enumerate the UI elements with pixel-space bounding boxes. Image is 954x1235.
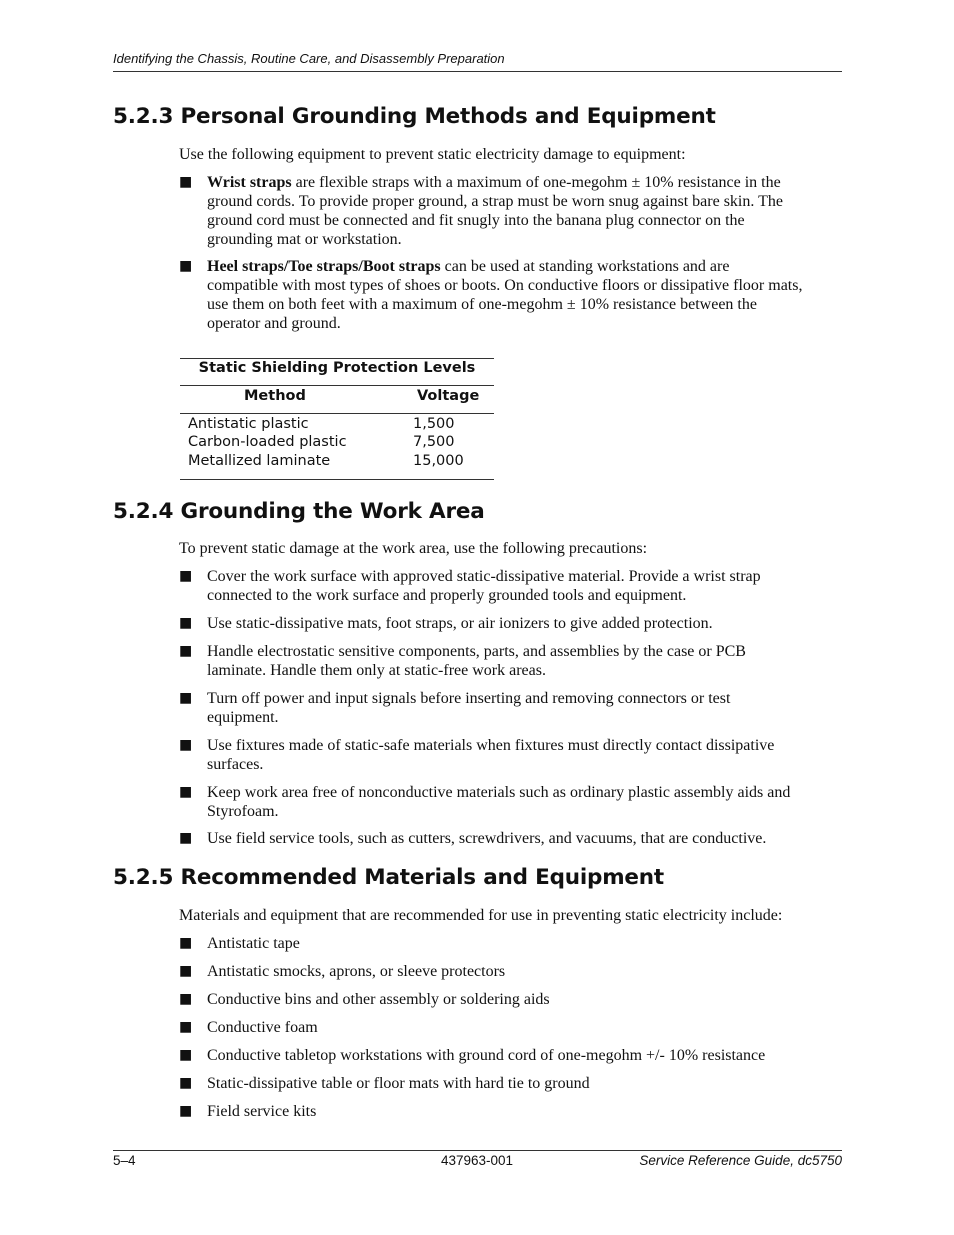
bullet-icon: ■ [179, 1047, 193, 1063]
table-header-rule [180, 385, 494, 386]
bullet-icon: ■ [179, 643, 193, 659]
table-cell-method: Carbon-loaded plastic [188, 434, 347, 450]
table-caption: Static Shielding Protection Levels [198, 360, 476, 376]
bullet-icon: ■ [179, 1103, 193, 1119]
table-cell-voltage: 15,000 [413, 453, 464, 469]
section-heading-5-2-3: 5.2.3 Personal Grounding Methods and Equipment [113, 104, 716, 129]
guide-title: Service Reference Guide, dc5750 [639, 1153, 842, 1168]
page-number: 5–4 [113, 1153, 136, 1168]
bullet-icon: ■ [179, 1019, 193, 1035]
table-header-voltage: Voltage [417, 388, 480, 404]
static-shielding-table [180, 358, 494, 482]
table-cell-method: Metallized laminate [188, 453, 331, 469]
bullet-icon: ■ [179, 615, 193, 631]
table-cell-voltage: 1,500 [413, 416, 455, 432]
bullet-icon: ■ [179, 830, 193, 846]
section-heading-5-2-4: 5.2.4 Grounding the Work Area [113, 499, 485, 524]
bullet-icon: ■ [179, 991, 193, 1007]
bullet-icon: ■ [179, 963, 193, 979]
part-number: 437963-001 [441, 1153, 514, 1168]
bullet-icon: ■ [179, 737, 193, 753]
header-rule [113, 71, 842, 72]
bullet-icon: ■ [179, 690, 193, 706]
bold-term: Wrist straps [207, 174, 292, 191]
table-cell-voltage: 7,500 [413, 434, 455, 450]
section-intro: Materials and equipment that are recommended for use in preventing static electricity include: [179, 907, 783, 924]
table-column-rule [180, 413, 494, 414]
table-bottom-rule [180, 479, 494, 480]
footer-rule [113, 1150, 842, 1151]
section-heading-5-2-5: 5.2.5 Recommended Materials and Equipment [113, 865, 664, 890]
running-header: Identifying the Chassis, Routine Care, and Disassembly Preparation [113, 51, 505, 66]
bullet-icon: ■ [179, 174, 193, 190]
bold-term: Heel straps/Toe straps/Boot straps [207, 258, 441, 275]
bullet-icon: ■ [179, 258, 193, 274]
table-cell-method: Antistatic plastic [188, 416, 309, 432]
section-intro: To prevent static damage at the work area, use the following precautions: [179, 540, 648, 557]
section-intro: Use the following equipment to prevent static electricity damage to equipment: [179, 146, 686, 163]
bullet-icon: ■ [179, 1075, 193, 1091]
bullet-icon: ■ [179, 784, 193, 800]
bullet-icon: ■ [179, 935, 193, 951]
table-header-method: Method [244, 388, 306, 404]
bullet-icon: ■ [179, 568, 193, 584]
